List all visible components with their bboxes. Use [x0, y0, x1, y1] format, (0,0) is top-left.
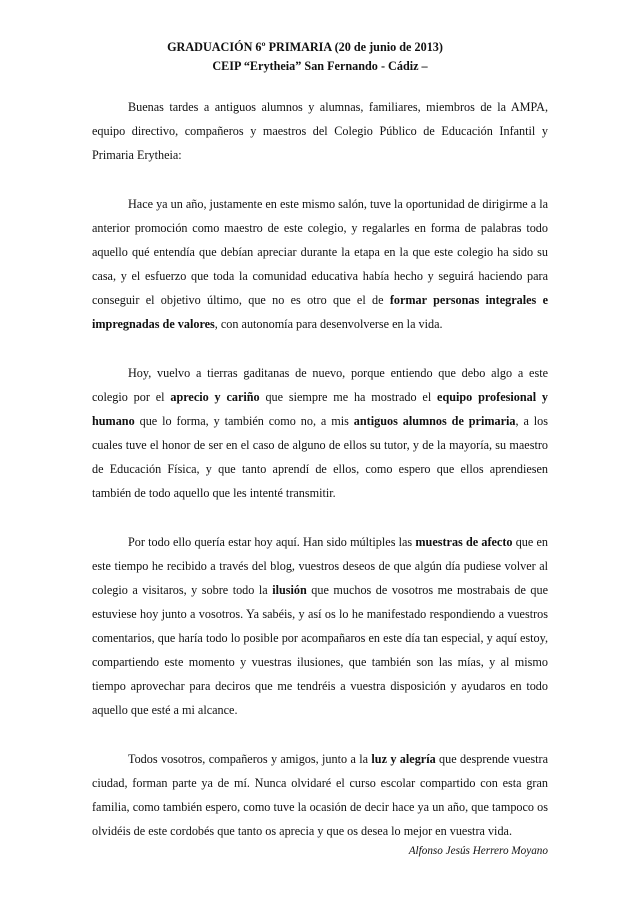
spacer [92, 505, 548, 530]
spacer [92, 336, 548, 361]
paragraph-reasons [92, 530, 548, 722]
body-text: que desprende vuestra ciudad, forman parte ya de mí. Nunca olvidaré el curso escolar compartido con esta gran familia, como también espero, como tuve la ocasión de decir hace ya un año, que tampoco os olvidéis de este cordobés que tanto os aprecia y que os desea lo mejor en vuestra vida. [92, 752, 548, 838]
paragraph-last-year [92, 192, 548, 336]
emphasis-text: antiguos alumnos de primaria [353, 414, 516, 428]
spacer [92, 76, 548, 95]
emphasis-text: equipo profesional y humano [92, 390, 549, 428]
spacer [92, 167, 548, 192]
document-subtitle: CEIP “Erytheia” San Fernando - Cádiz – [212, 59, 428, 73]
body-text: , a los cuales tuve el honor de ser en el caso de alguno de ellos su tutor, y de la mayoría, su maestro de Educación Física, y que tanto aprendí de ellos, como espero que ellos aprendiesen también de todo aquello que les intenté transmitir. [92, 414, 548, 500]
document-title: GRADUACIÓN 6º PRIMARIA (20 de junio de 2013) [167, 40, 443, 54]
body-text: , con autonomía para desenvolverse en la vida. [214, 317, 443, 331]
body-text: que en este tiempo he recibido a través del blog, vuestros deseos de que algún día pudiese volver al colegio a visitaros, y sobre todo la [92, 535, 549, 597]
emphasis-text: aprecio y cariño [170, 390, 260, 404]
document-page [92, 38, 548, 859]
body-text: Hace ya un año, justamente en este mismo salón, tuve la oportunidad de dirigirme a la anterior promoción como maestro de este colegio, y regalarles en forma de palabras todo aquello qué entendía que debían apreciar durante la etapa en la que este colegio ha sido su casa, y el esfuerzo que toda la comunidad educativa había hecho y seguirá haciendo para conseguir el objetivo último, que no es otro que el de [92, 197, 549, 307]
emphasis-text: muestras de afecto [415, 535, 513, 549]
body-text: Todos vosotros, compañeros y amigos, junto a la [128, 752, 372, 766]
body-text: Por todo ello quería estar hoy aquí. Han sido múltiples las [128, 535, 416, 549]
body-text: Hoy, vuelvo a tierras gaditanas de nuevo, porque entiendo que debo algo a este colegio por el [92, 366, 548, 404]
body-text: que siempre me ha mostrado el [259, 390, 438, 404]
emphasis-text: ilusión [272, 583, 307, 597]
emphasis-text: luz y alegría [371, 752, 436, 766]
spacer [92, 722, 548, 747]
paragraph-greeting [92, 95, 548, 167]
emphasis-text: formar personas integrales e impregnadas de valores [92, 293, 548, 331]
body-text: que lo forma, y también como no, a mis [134, 414, 354, 428]
body-text: Buenas tardes a antiguos alumnos y alumnas, familiares, miembros de la AMPA, equipo directivo, compañeros y maestros del Colegio Público de Educación Infantil y Primaria Erytheia: [92, 100, 548, 162]
paragraph-today [92, 361, 548, 505]
signature: Alfonso Jesús Herrero Moyano [408, 845, 548, 857]
body-text: que muchos de vosotros me mostrabais de que estuviese hoy junto a vosotros. Ya sabéis, y así os lo he manifestado respondiendo a vuestros comentarios, que haría todo lo posible por acompañaros en este día tan especial, y aquí estoy, compartiendo este momento y vuestras ilusiones, que también son las mías, y al mismo tiempo aprovechar para deciros que me tendréis a vuestra disposición y ayudaros en todo aquello que esté a mi alcance. [92, 583, 548, 717]
paragraph-farewell [92, 747, 548, 843]
